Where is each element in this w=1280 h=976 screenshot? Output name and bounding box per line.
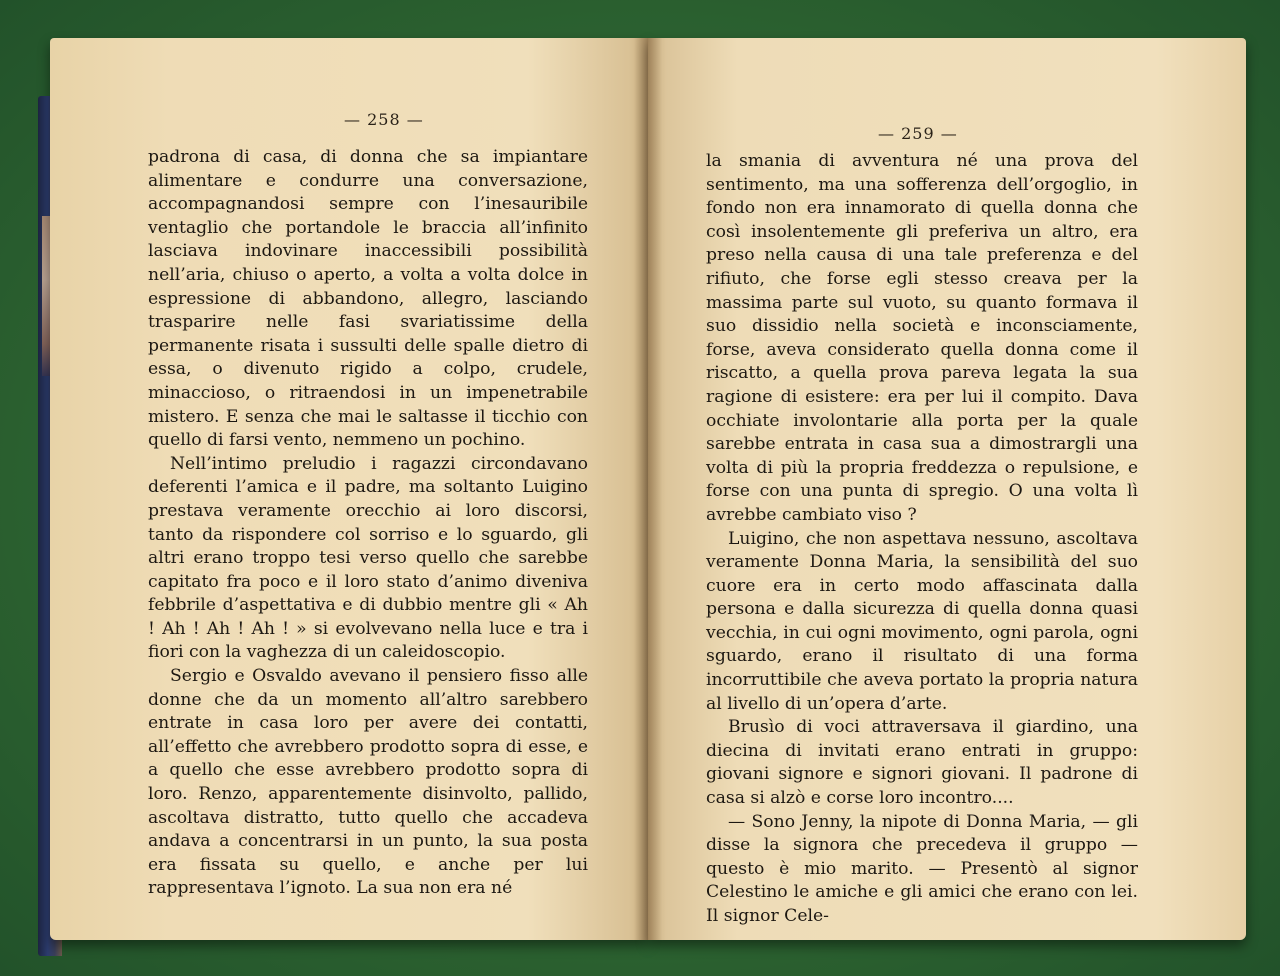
left-paragraph-1: padrona di casa, di donna che sa impiantare alimentare e condurre una conversazione, accompagnandosi sempre con l’inesauribile ventaglio che portandole le braccia all’infinito lasciava indovinare inaccessibili possibilità nell’aria, chiuso o aperto, a volta a volta dolce in espressione di abbandono, allegro, lasciando trasparire nelle fasi svariatissime della permanente risata i sussulti delle spalle dietro di essa, o divenuto rigido a colpo, crudele, minaccioso, o ritraendosi in un impenetrabile mistero. E senza che mai le saltasse il ticchio con quello di farsi vento, nemmeno un pochino. xyxy=(148,147,588,451)
right-paragraph-4: — Sono Jenny, la nipote di Donna Maria, — gli disse la signora che precedeva il gruppo — questo è mio marito. — Presentò al signor Celestino le amiche e gli amici che erano con lei. Il signor Cele- xyxy=(706,811,1138,926)
right-paragraph-3: Brusìo di voci attraversava il giardino, una diecina di invitati erano entrati in gruppo: giovani signore e signori giovani. Il padrone di casa si alzò e corse loro incontro.... xyxy=(706,717,1138,809)
left-paragraph-3: Sergio e Osvaldo avevano il pensiero fisso alle donne che da un momento all’altro sarebbero entrate in casa loro per avere dei contatti, all’effetto che avrebbero prodotto sopra di esse, e a quello che esse avrebbero prodotto sopra di loro. Renzo, apparentemente disinvolto, pallido, ascoltava distratto, tutto quello che accadeva andava a concentrarsi in un punto, la sua posta era fissata su quello, e anche per lui rappresentava l’ignoto. La sua non era né xyxy=(148,666,588,899)
left-page-number: — 258 — xyxy=(344,110,424,129)
right-paragraph-1: la smania di avventura né una prova del sentimento, ma una sofferenza dell’orgoglio, in fondo non era innamorato di quella donna che così insolentemente gli preferiva un altro, era preso nella causa di una tale preferenza e del rifiuto, che forse egli stesso creava per la massima parte sul vuoto, su quanto formava il suo dissidio nella società e inconsciamente, forse, aveva considerato quella donna come il riscatto, a quella prova pareva legata la sua ragione di esistere: era per lui il compito. Dava occhiate involontarie alla porta per la quale sarebbe entrata in casa sua a dimostrargli una volta di più la propria freddezza o repulsione, e forse con una punta di spregio. O una volta lì avrebbe cambiato viso ? xyxy=(706,151,1138,525)
right-paragraph-2: Luigino, che non aspettava nessuno, ascoltava veramente Donna Maria, la sensibilità del suo cuore era in certo modo affascinata dalla persona e dalla sicurezza di quella donna quasi vecchia, in cui ogni movimento, ogni parola, ogni sguardo, erano il risultato di una forma incorruttibile che aveva portato la propria natura al livello di un’opera d’arte. xyxy=(706,528,1138,714)
left-page xyxy=(50,38,648,940)
left-paragraph-2: Nell’intimo preludio i ragazzi circondavano deferenti l’amica e il padre, ma soltanto Luigino prestava veramente orecchio ai loro discorsi, tanto da rispondere col sorriso e lo sguardo, gli altri erano troppo tesi verso quello che sarebbe capitato fra poco e il loro stato d’animo diveniva febbrile d’aspettativa e di dubbio mentre gli « Ah ! Ah ! Ah ! Ah ! » si evolvevano nella luce e tra i fiori con la vaghezza di un caleidoscopio. xyxy=(148,453,588,663)
right-page-text xyxy=(706,150,1138,929)
open-book xyxy=(36,34,1256,954)
right-page-number: — 259 — xyxy=(878,124,958,143)
left-page-text xyxy=(148,146,588,901)
right-page xyxy=(648,38,1246,940)
